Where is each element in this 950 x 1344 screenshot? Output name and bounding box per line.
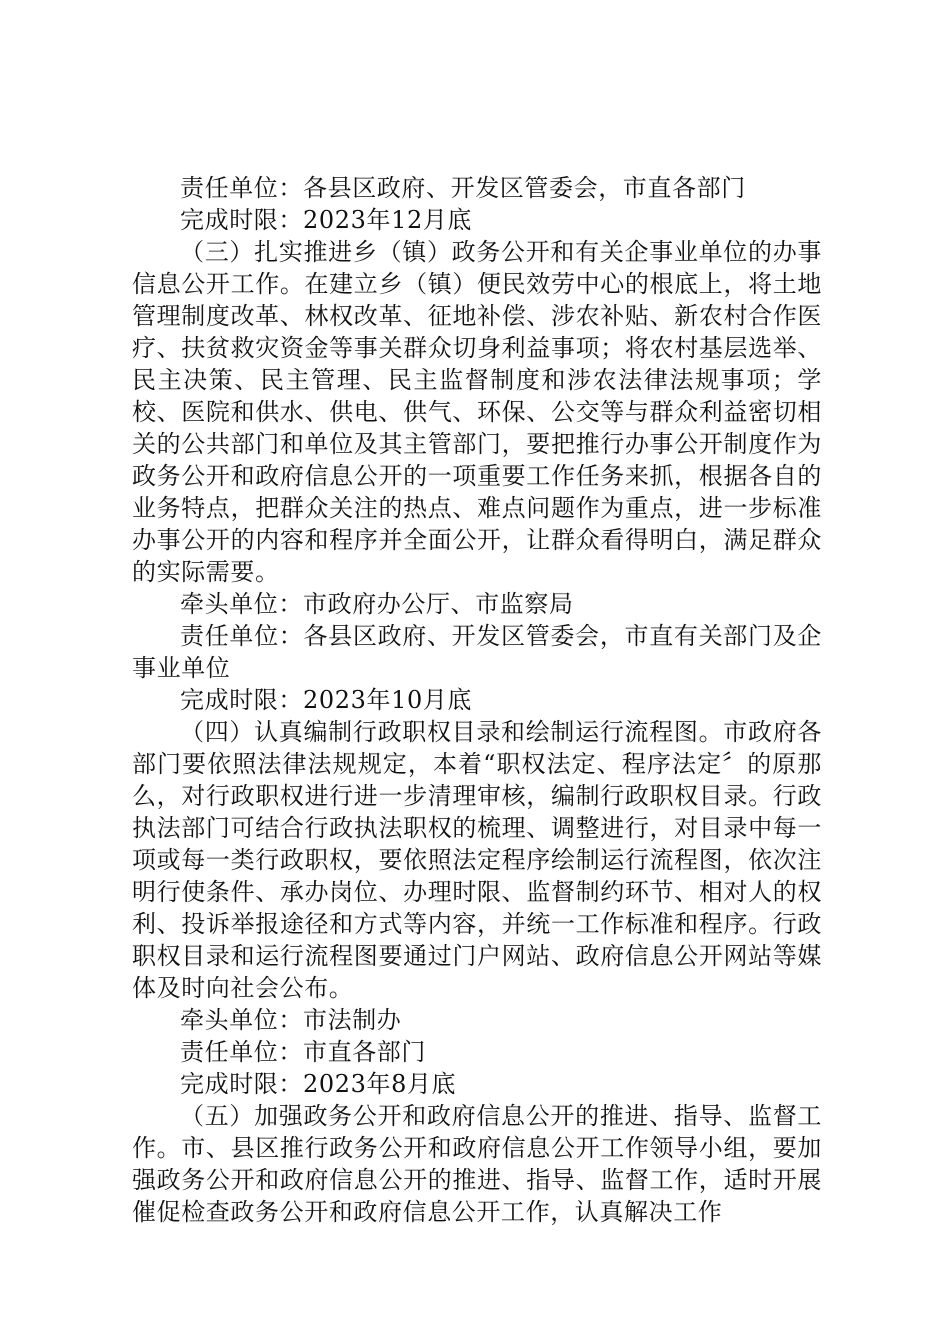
document-body [132, 172, 822, 1228]
section-3-paragraph: （三）扎实推进乡（镇）政务公开和有关企事业单位的办事信息公开工作。在建立乡（镇）便民效劳中心的根底上，将土地管理制度改革、林权改革、征地补偿、涉农补贴、新农村合作医疗、扶贫救灾资金等事关群众切身利益事项；将农村基层选举、民主决策、民主管理、民主监督制度和涉农法律法规事项；学校、医院和供水、供电、供气、环保、公交等与群众利益密切相关的公共部门和单位及其主管部门，要把推行办事公开制度作为政务公开和政府信息公开的一项重要工作任务来抓，根据各自的业务特点，把群众关注的热点、难点问题作为重点，进一步标准办事公开的内容和程序并全面公开，让群众看得明白，满足群众的实际需要。 [132, 238, 822, 586]
lead-unit-line: 牵头单位：市法制办 [180, 1006, 402, 1034]
section-4-paragraph: （四）认真编制行政职权目录和绘制运行流程图。市政府各部门要依照法律法规规定，本着“职权法定、程序法定〞的原那么，对行政职权进行进一步清理审核，编制行政职权目录。行政执法部门可结合行政执法职权的梳理、调整进行，对目录中每一项或每一类行政职权，要依照法定程序绘制运行流程图，依次注明行使条件、承办岗位、办理时限、监督制约环节、相对人的权利、投诉举报途径和方式等内容，并统一工作标准和程序。行政职权目录和运行流程图要通过门户网站、政府信息公开网站等媒体及时向社会公布。 [132, 718, 822, 1002]
responsible-unit-line: 责任单位：各县区政府、开发区管委会，市直有关部门及企事业单位 [132, 622, 822, 682]
deadline-line: 完成时限：2023年12月底 [180, 206, 473, 234]
section-5-paragraph: （五）加强政务公开和政府信息公开的推进、指导、监督工作。市、县区推行政务公开和政府信息公开工作领导小组，要加强政务公开和政府信息公开的推进、指导、监督工作，适时开展催促检查政务公开和政府信息公开工作，认真解决工作 [132, 1102, 822, 1226]
lead-unit-line: 牵头单位：市政府办公厅、市监察局 [180, 590, 574, 618]
responsible-unit-line: 责任单位：各县区政府、开发区管委会，市直各部门 [180, 174, 746, 202]
responsible-unit-line: 责任单位：市直各部门 [180, 1038, 426, 1066]
deadline-line: 完成时限：2023年10月底 [180, 686, 473, 714]
deadline-line: 完成时限：2023年8月底 [180, 1070, 457, 1098]
